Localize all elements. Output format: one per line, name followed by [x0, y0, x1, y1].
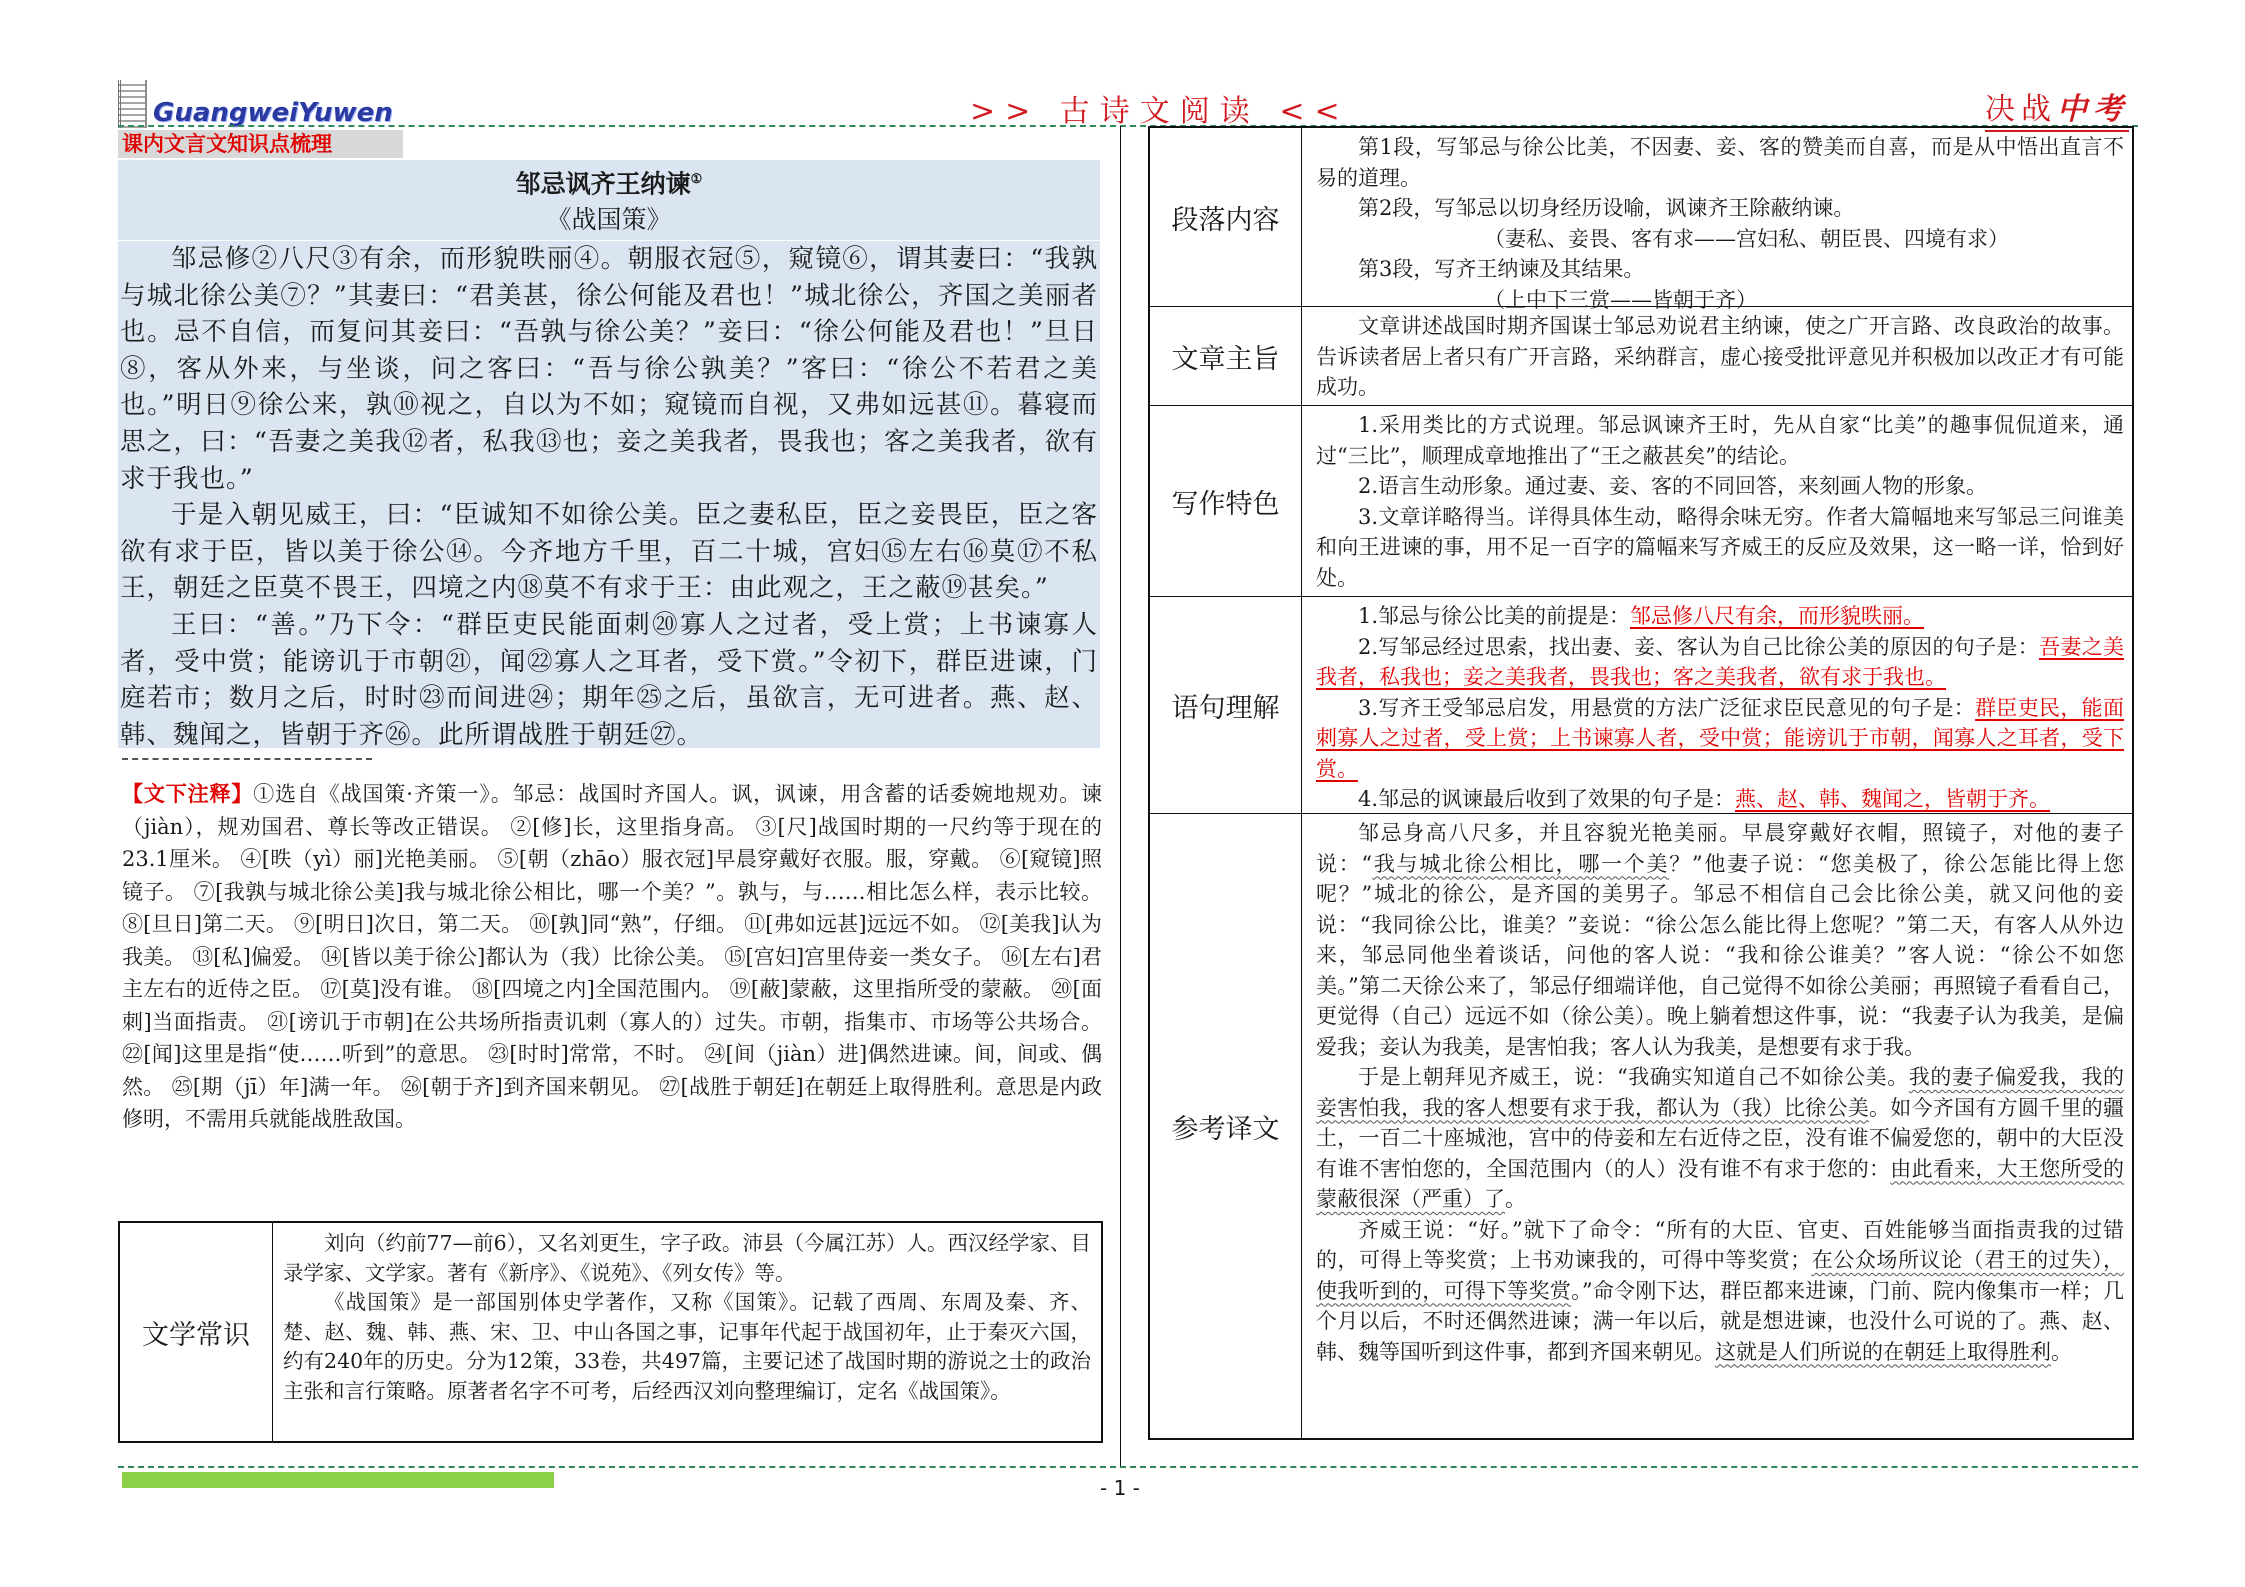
sentence-item [1316, 632, 2124, 693]
logo-text: GuangweiYuwen [153, 98, 393, 128]
sentence-question: 1.邹忌与徐公比美的前提是： [1358, 604, 1631, 628]
translation-text: 。 [1505, 1187, 1526, 1211]
translation-paragraph [1316, 1062, 2124, 1215]
footnotes [122, 778, 1102, 1136]
literary-knowledge-label: 文学常识 [120, 1223, 273, 1441]
translation-highlight: 由此看来，大王您所受的蒙蔽很深（严重）了 [1316, 1156, 2124, 1211]
translation-text: 邹忌身高八尺多，并且容貌光艳美丽。早晨穿戴好衣帽，照镜子，对他的妻子说：“ [1316, 821, 2124, 876]
translation-text: 。 [2051, 1339, 2072, 1364]
translation-text: 齐威王说：“好。”就下了命令：“所有的大臣、官吏、百姓能够当面指责我的过错的，可得上等奖赏；上书劝谏我的，可得中等奖赏； [1316, 1217, 2124, 1272]
literary-knowledge-box [118, 1221, 1103, 1443]
page-number: - 1 - [1100, 1476, 1140, 1500]
translation-text: 。”命令刚下达，群臣都来进谏，门前、院内像集市一样；几个月以后，不时还偶然进谏；满一年以后，就是想进谏，也没什么可说的了。燕、赵、韩、魏等国听到这件事，都到齐国来朝见。 [1316, 1278, 2125, 1364]
feature-item: 1.采用类比的方式说理。邹忌讽谏齐王时，先从自家“比美”的趣事侃侃道来，通过“三比”，顺理成章地推出了“王之蔽甚矣”的结论。 [1316, 413, 2124, 468]
row-body [1302, 128, 2132, 312]
content-line: （妻私、妾畏、客有求——宫妇私、朝臣畏、四境有求） [1484, 226, 2009, 251]
logo [118, 78, 393, 128]
row-writing-features [1150, 406, 2132, 597]
sentence-answer: 邹忌修八尺有余，而形貌昳丽。 [1630, 604, 1925, 628]
row-body [1302, 597, 2132, 813]
passage-paragraph: 邹忌修②八尺③有余，而形貌昳丽④。朝服衣冠⑤，窥镜⑥，谓其妻曰：“我孰与城北徐公美⑦？”其妻曰：“君美甚，徐公何能及君也！”城北徐公，齐国之美丽者也。忌不自信，而复问其妾曰：“吾孰与徐公美？”妾曰：“徐公何能及君也！”旦日⑧，客从外来，与坐谈，问之客曰：“吾与徐公孰美？”客曰：“徐公不若君之美也。”明日⑨徐公来，孰⑩视之，自以为不如；窥镜而自视，又弗如远甚⑪。暮寝而思之，曰：“吾妻之美我⑫者，私我⑬也；妾之美我者，畏我也；客之美我者，欲有求于我也。” [120, 244, 1098, 494]
row-body [1302, 814, 2132, 1438]
footer-divider [118, 1466, 2138, 1468]
passage-source: 《战国策》 [118, 200, 1100, 241]
header-slogan-emphasis: 中考 [2057, 92, 2129, 127]
sentence-question: 3.写齐王受邹忌启发，用悬赏的方法广泛征求臣民意见的句子是： [1358, 695, 1976, 720]
sentence-answer: 燕、赵、韩、魏闻之，皆朝于齐。 [1735, 787, 2051, 811]
notes-divider [122, 758, 372, 760]
row-theme [1150, 307, 2132, 406]
classical-passage [118, 160, 1100, 748]
row-paragraph-content [1150, 128, 2132, 312]
row-translation [1150, 814, 2132, 1438]
sentence-answer: 吾妻之美我者，私我也；妾之美我者，畏我也；客之美我者，欲有求于我也。 [1316, 634, 2125, 689]
row-body [1302, 406, 2132, 596]
passage-paragraph: 于是入朝见威王，曰：“臣诚知不如徐公美。臣之妻私臣，臣之妾畏臣，臣之客欲有求于臣，皆以美于徐公⑭。今齐地方千里，百二十城，宫妇⑮左右⑯莫⑰不私王，朝廷之臣莫不畏王，四境之内⑱莫不有求于王：由此观之，王之蔽⑲甚矣。” [120, 500, 1098, 604]
row-label: 参考译文 [1150, 814, 1302, 1438]
translation-highlight: 这就是人们所说的在朝廷上取得胜利 [1715, 1339, 2051, 1364]
row-label: 文章主旨 [1150, 307, 1302, 405]
logo-mark-icon [118, 80, 147, 128]
translation-highlight: 我与城北徐公相比，哪一个美 [1372, 851, 1670, 876]
sentence-item [1316, 601, 2124, 632]
row-label: 段落内容 [1150, 128, 1302, 306]
sentence-question: 2.写邹忌经过思索，找出妻、妾、客认为自己比徐公美的原因的句子是： [1358, 634, 2040, 659]
content-line: 第1段，写邹忌与徐公比美，不因妻、妾、客的赞美而自喜，而是从中悟出直言不易的道理。 [1316, 135, 2124, 190]
row-label: 语句理解 [1150, 597, 1302, 813]
translation-highlight: 在公众场所议论（君王的过失），使我听到的，可得下等奖赏 [1316, 1248, 2124, 1303]
sentence-item [1316, 693, 2124, 785]
literary-paragraph: 《战国策》是一部国别体史学著作，又称《国策》。记载了西周、东周及秦、齐、楚、赵、魏、韩、燕、宋、卫、中山各国之事，记事年代起于战国初年，止于秦灭六国，约有240年的历史。分为12策，33卷，共497篇，主要记述了战国时期的游说之士的政治主张和言行策略。原著者名字不可考，后经西汉刘向整理编订，定名《战国策》。 [283, 1290, 1091, 1403]
passage-title-note: ① [690, 172, 703, 187]
translation-paragraph [1316, 818, 2124, 1062]
passage-title [118, 160, 1100, 200]
notes-text: ①选自《战国策·齐策一》。邹忌：战国时齐国人。讽，讽谏，用含蓄的话委婉地规劝。谏（jiàn），规劝国君、尊长等改正错误。 ②[修]长，这里指身高。 ③[尺]战国时期的一尺约等于现在的23.1厘米。 ④[昳（yì）丽]光艳美丽。 ⑤[朝（zhāo）服衣冠]早晨穿戴好衣服。服，穿戴。 ⑥[窥镜]照镜子。 ⑦[我孰与城北徐公美]我与城北徐公相比，哪一个美？”。孰与，与……相比怎么样，表示比较。 ⑧[旦日]第二天。 ⑨[明日]次日，第二天。 ⑩[孰]同“熟”，仔细。 ⑪[弗如远甚]远远不如。 ⑫[美我]认为我美。 ⑬[私]偏爱。 ⑭[皆以美于徐公]都认为（我）比徐公美。 ⑮[宫妇]宫里侍妾一类女子。 ⑯[左右]君主左右的近侍之臣。 ⑰[莫]没有谁。 ⑱[四境之内]全国范围内。 ⑲[蔽]蒙蔽，这里指所受的蒙蔽。 ⑳[面刺]当面指责。 ㉑[谤讥于市朝]在公共场所指责讥刺（寡人的）过失。市朝，指集市、市场等公共场合。 ㉒[闻]这里是指“使……听到”的意思。 ㉓[时时]常常，不时。 ㉔[间（jiàn）进]偶然进谏。间，间或、偶然。 ㉕[期（jī）年]满一年。 ㉖[朝于齐]到齐国来朝见。 ㉗[战胜于朝廷]在朝廷上取得胜利。意思是内政修明，不需用兵就能战胜敌国。 [122, 782, 1103, 1131]
translation-paragraph [1316, 1215, 2124, 1368]
row-sentence-understanding [1150, 597, 2132, 814]
theme-text: 文章讲述战国时期齐国谋士邹忌劝说君主纳谏，使之广开言路、改良政治的故事。告诉读者居上者只有广开言路，采纳群言，虚心接受批评意见并积极加以改正才有可能成功。 [1316, 314, 2124, 399]
translation-text: 于是上朝拜见齐威王，说：“我确实知道自己不如徐公美。 [1358, 1065, 1909, 1089]
literary-knowledge-body [273, 1223, 1101, 1441]
notes-label: 【文下注释】 [122, 782, 254, 806]
passage-title-text: 邹忌讽齐王纳谏 [515, 169, 691, 199]
sentence-answer: 群臣吏民，能面刺寡人之过者，受上赏；上书谏寡人者，受中赏；能谤讥于市朝，闻寡人之耳者，受下赏。 [1316, 695, 2124, 781]
header-slogan-prefix: 决战 [1985, 92, 2057, 127]
translation-highlight: 我的妻子偏爱我，我的妾害怕我，我的客人想要有求于我，都认为（我）比徐公美 [1316, 1065, 2125, 1120]
sentence-item [1316, 784, 2124, 815]
feature-item: 2.语言生动形象。通过妻、妾、客的不同回答，来刻画人物的形象。 [1358, 474, 1988, 498]
content-line: （上中下三赏——皆朝于齐） [1484, 287, 1757, 312]
sentence-question: 4.邹忌的讽谏最后收到了效果的句子是： [1358, 787, 1736, 811]
feature-item: 3.文章详略得当。详得具体生动，略得余味无穷。作者大篇幅地来写邹忌三问谁美和向王进谏的事，用不足一百字的篇幅来写齐威王的反应及效果，这一略一详，恰到好处。 [1316, 504, 2124, 590]
content-line: 第2段，写邹忌以切身经历设喻，讽谏齐王除蔽纳谏。 [1358, 196, 1855, 220]
row-label: 写作特色 [1150, 406, 1302, 596]
passage-paragraph: 王曰：“善。”乃下令：“群臣吏民能面刺⑳寡人之过者，受上赏；上书谏寡人者，受中赏；能谤讥于市朝㉑，闻㉒寡人之耳者，受下赏。”令初下，群臣进谏，门庭若市；数月之后，时时㉓而间进㉔；期年㉕之后，虽欲言，无可进者。燕、赵、韩、魏闻之，皆朝于齐㉖。此所谓战胜于朝廷㉗。 [120, 609, 1098, 750]
translation-text: ？”他妻子说：“您美极了，徐公怎能比得上您呢？”城北的徐公，是齐国的美男子。邹忌不相信自己会比徐公美，就又问他的妾说：“我同徐公比，谁美？”妾说：“徐公怎么能比得上您呢？”第二天，有客人从外边来，邹忌同他坐着谈话，问他的客人说：“我和徐公谁美？”客人说：“徐公不如您美。”第二天徐公来了，邹忌仔细端详他，自己觉得不如徐公美丽；再照镜子看看自己，更觉得（自己）远远不如（徐公美）。晚上躺着想这件事，说：“我妻子认为我美，是偏爱我；妾认为我美，是害怕我；客人认为我美，是想要有求于我。 [1316, 851, 2124, 1059]
row-body [1302, 307, 2132, 405]
section-tag: 课内文言文知识点梳理 [118, 130, 403, 158]
analysis-table [1148, 126, 2134, 1440]
header-title: >> 古诗文阅读 << [970, 94, 1350, 129]
column-divider [1120, 126, 1121, 1466]
footer-accent-bar [122, 1472, 554, 1488]
content-line: 第3段，写齐王纳谏及其结果。 [1358, 257, 1645, 281]
translation-text: 。如今齐国有方圆千里的疆土，一百二十座城池，宫中的侍妾和左右近侍之臣，没有谁不偏爱您的，朝中的大臣没有谁不害怕您的，全国范围内（的人）没有谁不有求于您的： [1316, 1095, 2125, 1181]
literary-paragraph: 刘向（约前77—前6），又名刘更生，字子政。沛县（今属江苏）人。西汉经学家、目录学家、文学家。著有《新序》、《说苑》、《列女传》等。 [283, 1231, 1091, 1285]
